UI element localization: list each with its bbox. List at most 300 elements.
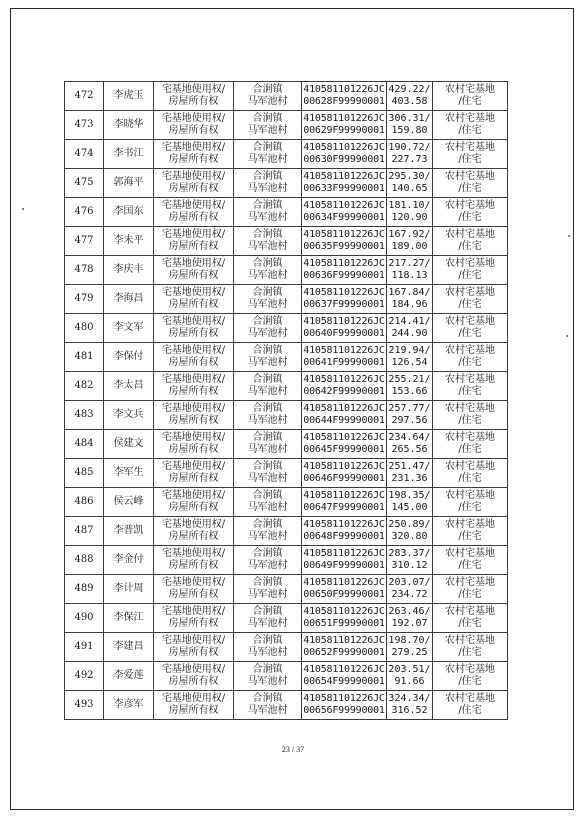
- location-line-2: 马军池村: [247, 415, 288, 426]
- location-line-1: 合涧镇: [252, 84, 283, 95]
- unit-code-line-2: 00654F99990001: [303, 676, 385, 687]
- right-type-line-1: 宅基地使用权/: [161, 432, 226, 443]
- right-type-line-2: 房屋所有权: [168, 357, 219, 368]
- owner-name-cell: 李计周: [104, 575, 154, 604]
- right-type-cell: [154, 430, 234, 459]
- usage-line-2: /住宅: [458, 299, 482, 310]
- area-line-2: 231.36: [391, 473, 428, 484]
- unit-code-line-1: 410581101226JC: [303, 577, 385, 588]
- table-row: [65, 169, 508, 198]
- right-type-cell: [154, 343, 234, 372]
- unit-code-cell: [302, 662, 387, 691]
- right-type-line-2: 房屋所有权: [168, 415, 219, 426]
- location-line-1: 合涧镇: [252, 548, 283, 559]
- usage-line-2: /住宅: [458, 357, 482, 368]
- serial-number-cell: 472: [65, 82, 104, 111]
- area-line-1: 324.34/: [388, 693, 431, 704]
- area-line-1: 306.31/: [388, 113, 431, 124]
- location-line-1: 合涧镇: [252, 461, 283, 472]
- usage-line-2: /住宅: [458, 676, 482, 687]
- usage-cell: [433, 169, 508, 198]
- location-line-1: 合涧镇: [252, 200, 283, 211]
- serial-number-cell: 484: [65, 430, 104, 459]
- right-type-line-1: 宅基地使用权/: [161, 258, 226, 269]
- table-row: [65, 256, 508, 285]
- serial-number-cell: 486: [65, 488, 104, 517]
- unit-code-cell: [302, 401, 387, 430]
- unit-code-cell: [302, 488, 387, 517]
- usage-line-2: /住宅: [458, 415, 482, 426]
- unit-code-cell: [302, 285, 387, 314]
- usage-line-1: 农村宅基地: [445, 432, 495, 443]
- unit-code-cell: [302, 227, 387, 256]
- unit-code-line-2: 00640F99990001: [303, 328, 385, 339]
- usage-line-1: 农村宅基地: [445, 200, 495, 211]
- owner-name-cell: 李文兵: [104, 401, 154, 430]
- right-type-line-2: 房屋所有权: [168, 647, 219, 658]
- usage-line-1: 农村宅基地: [445, 142, 495, 153]
- area-line-1: 214.41/: [388, 316, 431, 327]
- usage-line-2: /住宅: [458, 589, 482, 600]
- location-line-2: 马军池村: [247, 531, 288, 542]
- usage-cell: [433, 256, 508, 285]
- right-type-cell: [154, 517, 234, 546]
- owner-name-cell: 李晓华: [104, 111, 154, 140]
- area-line-2: 192.07: [391, 618, 428, 629]
- usage-cell: [433, 546, 508, 575]
- area-line-1: 203.51/: [388, 664, 431, 675]
- right-type-line-2: 房屋所有权: [168, 270, 219, 281]
- area-cell: [387, 401, 433, 430]
- location-line-2: 马军池村: [247, 154, 288, 165]
- serial-number-cell: 491: [65, 633, 104, 662]
- area-line-1: 234.64/: [388, 432, 431, 443]
- unit-code-line-2: 00656F99990001: [303, 705, 385, 716]
- unit-code-line-1: 410581101226JC: [303, 432, 385, 443]
- location-line-1: 合涧镇: [252, 519, 283, 530]
- usage-line-1: 农村宅基地: [445, 577, 495, 588]
- unit-code-line-1: 410581101226JC: [303, 345, 385, 356]
- location-cell: [234, 285, 302, 314]
- location-cell: [234, 82, 302, 111]
- usage-line-1: 农村宅基地: [445, 490, 495, 501]
- right-type-line-1: 宅基地使用权/: [161, 229, 226, 240]
- unit-code-cell: [302, 691, 387, 720]
- usage-line-2: /住宅: [458, 444, 482, 455]
- owner-name-cell: 侯建文: [104, 430, 154, 459]
- usage-line-1: 农村宅基地: [445, 606, 495, 617]
- area-cell: [387, 227, 433, 256]
- usage-cell: [433, 343, 508, 372]
- usage-line-1: 农村宅基地: [445, 461, 495, 472]
- area-line-1: 167.92/: [388, 229, 431, 240]
- usage-line-2: /住宅: [458, 560, 482, 571]
- location-line-1: 合涧镇: [252, 374, 283, 385]
- right-type-line-1: 宅基地使用权/: [161, 142, 226, 153]
- owner-name-cell: 李保付: [104, 343, 154, 372]
- location-line-1: 合涧镇: [252, 490, 283, 501]
- right-type-cell: [154, 285, 234, 314]
- right-type-line-2: 房屋所有权: [168, 241, 219, 252]
- serial-number-cell: 489: [65, 575, 104, 604]
- serial-number-cell: 488: [65, 546, 104, 575]
- unit-code-line-2: 00635F99990001: [303, 241, 385, 252]
- usage-line-2: /住宅: [458, 531, 482, 542]
- area-cell: [387, 517, 433, 546]
- table-row: [65, 401, 508, 430]
- location-line-1: 合涧镇: [252, 316, 283, 327]
- owner-name-cell: 侯云峰: [104, 488, 154, 517]
- unit-code-line-1: 410581101226JC: [303, 287, 385, 298]
- unit-code-line-1: 410581101226JC: [303, 519, 385, 530]
- area-line-2: 159.80: [391, 125, 428, 136]
- usage-line-1: 农村宅基地: [445, 229, 495, 240]
- area-line-2: 118.13: [391, 270, 428, 281]
- usage-line-1: 农村宅基地: [445, 287, 495, 298]
- unit-code-line-1: 410581101226JC: [303, 171, 385, 182]
- right-type-line-1: 宅基地使用权/: [161, 316, 226, 327]
- usage-cell: [433, 662, 508, 691]
- right-type-cell: [154, 256, 234, 285]
- unit-code-line-1: 410581101226JC: [303, 403, 385, 414]
- usage-line-1: 农村宅基地: [445, 374, 495, 385]
- area-cell: [387, 198, 433, 227]
- location-cell: [234, 546, 302, 575]
- location-line-1: 合涧镇: [252, 171, 283, 182]
- usage-cell: [433, 430, 508, 459]
- location-line-2: 马军池村: [247, 241, 288, 252]
- right-type-cell: [154, 633, 234, 662]
- area-line-2: 184.96: [391, 299, 428, 310]
- area-line-1: 250.89/: [388, 519, 431, 530]
- right-type-cell: [154, 604, 234, 633]
- usage-line-2: /住宅: [458, 96, 482, 107]
- area-cell: [387, 662, 433, 691]
- area-cell: [387, 546, 433, 575]
- unit-code-line-1: 410581101226JC: [303, 635, 385, 646]
- table-row: [65, 314, 508, 343]
- table-row: [65, 140, 508, 169]
- usage-line-1: 农村宅基地: [445, 519, 495, 530]
- area-line-2: 91.66: [394, 676, 425, 687]
- right-type-line-1: 宅基地使用权/: [161, 548, 226, 559]
- area-cell: [387, 285, 433, 314]
- right-type-line-1: 宅基地使用权/: [161, 490, 226, 501]
- area-line-2: 234.72: [391, 589, 428, 600]
- serial-number-cell: 492: [65, 662, 104, 691]
- area-cell: [387, 169, 433, 198]
- location-cell: [234, 227, 302, 256]
- location-line-1: 合涧镇: [252, 287, 283, 298]
- area-line-1: 217.27/: [388, 258, 431, 269]
- usage-line-2: /住宅: [458, 473, 482, 484]
- usage-line-1: 农村宅基地: [445, 345, 495, 356]
- location-cell: [234, 401, 302, 430]
- table-row: [65, 459, 508, 488]
- area-cell: [387, 256, 433, 285]
- unit-code-cell: [302, 111, 387, 140]
- location-line-1: 合涧镇: [252, 113, 283, 124]
- usage-line-1: 农村宅基地: [445, 171, 495, 182]
- location-cell: [234, 314, 302, 343]
- usage-line-1: 农村宅基地: [445, 664, 495, 675]
- unit-code-cell: [302, 459, 387, 488]
- area-line-1: 181.10/: [388, 200, 431, 211]
- serial-number-cell: 485: [65, 459, 104, 488]
- location-line-2: 马军池村: [247, 676, 288, 687]
- right-type-line-2: 房屋所有权: [168, 328, 219, 339]
- right-type-cell: [154, 140, 234, 169]
- right-type-cell: [154, 459, 234, 488]
- usage-cell: [433, 227, 508, 256]
- unit-code-cell: [302, 430, 387, 459]
- location-line-1: 合涧镇: [252, 432, 283, 443]
- right-type-line-1: 宅基地使用权/: [161, 403, 226, 414]
- unit-code-line-2: 00649F99990001: [303, 560, 385, 571]
- page-number: 23 / 37: [281, 745, 305, 754]
- area-line-1: 198.70/: [388, 635, 431, 646]
- unit-code-cell: [302, 140, 387, 169]
- usage-line-1: 农村宅基地: [445, 258, 495, 269]
- area-cell: [387, 314, 433, 343]
- table-row: [65, 82, 508, 111]
- unit-code-line-2: 00648F99990001: [303, 531, 385, 542]
- unit-code-line-2: 00637F99990001: [303, 299, 385, 310]
- usage-cell: [433, 198, 508, 227]
- right-type-cell: [154, 314, 234, 343]
- right-type-cell: [154, 546, 234, 575]
- unit-code-line-1: 410581101226JC: [303, 258, 385, 269]
- location-cell: [234, 459, 302, 488]
- usage-line-2: /住宅: [458, 328, 482, 339]
- area-line-2: 145.00: [391, 502, 428, 513]
- owner-name-cell: 李军生: [104, 459, 154, 488]
- area-cell: [387, 111, 433, 140]
- right-type-line-2: 房屋所有权: [168, 212, 219, 223]
- right-type-line-2: 房屋所有权: [168, 502, 219, 513]
- location-line-2: 马军池村: [247, 647, 288, 658]
- area-line-1: 283.37/: [388, 548, 431, 559]
- right-type-line-2: 房屋所有权: [168, 560, 219, 571]
- area-line-1: 198.35/: [388, 490, 431, 501]
- unit-code-line-2: 00652F99990001: [303, 647, 385, 658]
- location-line-2: 马军池村: [247, 96, 288, 107]
- unit-code-line-1: 410581101226JC: [303, 84, 385, 95]
- right-type-line-1: 宅基地使用权/: [161, 113, 226, 124]
- location-line-1: 合涧镇: [252, 142, 283, 153]
- table-row: [65, 227, 508, 256]
- usage-cell: [433, 633, 508, 662]
- usage-line-1: 农村宅基地: [445, 84, 495, 95]
- location-line-2: 马军池村: [247, 183, 288, 194]
- usage-cell: [433, 314, 508, 343]
- right-type-line-2: 房屋所有权: [168, 589, 219, 600]
- unit-code-line-1: 410581101226JC: [303, 229, 385, 240]
- usage-cell: [433, 604, 508, 633]
- unit-code-line-2: 00650F99990001: [303, 589, 385, 600]
- right-type-line-1: 宅基地使用权/: [161, 577, 226, 588]
- usage-cell: [433, 111, 508, 140]
- unit-code-line-1: 410581101226JC: [303, 490, 385, 501]
- right-type-line-2: 房屋所有权: [168, 183, 219, 194]
- table-row: [65, 372, 508, 401]
- right-type-cell: [154, 372, 234, 401]
- scan-speck: [568, 235, 570, 237]
- area-cell: [387, 459, 433, 488]
- serial-number-cell: 474: [65, 140, 104, 169]
- area-line-1: 251.47/: [388, 461, 431, 472]
- right-type-cell: [154, 575, 234, 604]
- serial-number-cell: 473: [65, 111, 104, 140]
- usage-line-2: /住宅: [458, 270, 482, 281]
- unit-code-line-2: 00634F99990001: [303, 212, 385, 223]
- location-line-2: 马军池村: [247, 125, 288, 136]
- usage-line-2: /住宅: [458, 212, 482, 223]
- area-line-1: 429.22/: [388, 84, 431, 95]
- usage-cell: [433, 372, 508, 401]
- usage-line-1: 农村宅基地: [445, 693, 495, 704]
- unit-code-line-1: 410581101226JC: [303, 664, 385, 675]
- usage-line-1: 农村宅基地: [445, 316, 495, 327]
- unit-code-line-1: 410581101226JC: [303, 461, 385, 472]
- area-line-1: 190.72/: [388, 142, 431, 153]
- usage-line-2: /住宅: [458, 386, 482, 397]
- usage-line-2: /住宅: [458, 125, 482, 136]
- owner-name-cell: 李彦军: [104, 691, 154, 720]
- area-line-1: 255.21/: [388, 374, 431, 385]
- unit-code-cell: [302, 517, 387, 546]
- unit-code-cell: [302, 633, 387, 662]
- location-cell: [234, 488, 302, 517]
- usage-line-2: /住宅: [458, 241, 482, 252]
- location-cell: [234, 372, 302, 401]
- location-line-2: 马军池村: [247, 502, 288, 513]
- registry-table-body: [65, 82, 508, 720]
- owner-name-cell: 李普凯: [104, 517, 154, 546]
- location-cell: [234, 633, 302, 662]
- usage-line-2: /住宅: [458, 502, 482, 513]
- unit-code-line-1: 410581101226JC: [303, 548, 385, 559]
- usage-line-2: /住宅: [458, 154, 482, 165]
- area-cell: [387, 575, 433, 604]
- unit-code-line-2: 00651F99990001: [303, 618, 385, 629]
- table-row: [65, 430, 508, 459]
- table-row: [65, 111, 508, 140]
- area-line-2: 320.80: [391, 531, 428, 542]
- unit-code-cell: [302, 575, 387, 604]
- serial-number-cell: 482: [65, 372, 104, 401]
- right-type-cell: [154, 198, 234, 227]
- table-row: [65, 343, 508, 372]
- usage-line-1: 农村宅基地: [445, 548, 495, 559]
- location-line-2: 马军池村: [247, 618, 288, 629]
- area-line-2: 120.90: [391, 212, 428, 223]
- right-type-line-1: 宅基地使用权/: [161, 84, 226, 95]
- location-cell: [234, 343, 302, 372]
- unit-code-line-1: 410581101226JC: [303, 316, 385, 327]
- usage-cell: [433, 82, 508, 111]
- unit-code-cell: [302, 198, 387, 227]
- area-line-1: 167.84/: [388, 287, 431, 298]
- usage-line-1: 农村宅基地: [445, 113, 495, 124]
- owner-name-cell: 李庆丰: [104, 256, 154, 285]
- right-type-line-1: 宅基地使用权/: [161, 635, 226, 646]
- owner-name-cell: 李书江: [104, 140, 154, 169]
- location-cell: [234, 575, 302, 604]
- usage-cell: [433, 517, 508, 546]
- usage-line-2: /住宅: [458, 618, 482, 629]
- right-type-line-2: 房屋所有权: [168, 473, 219, 484]
- area-line-1: 203.07/: [388, 577, 431, 588]
- right-type-line-2: 房屋所有权: [168, 676, 219, 687]
- right-type-line-1: 宅基地使用权/: [161, 519, 226, 530]
- serial-number-cell: 490: [65, 604, 104, 633]
- right-type-line-2: 房屋所有权: [168, 154, 219, 165]
- table-row: [65, 604, 508, 633]
- serial-number-cell: 477: [65, 227, 104, 256]
- usage-cell: [433, 459, 508, 488]
- right-type-cell: [154, 401, 234, 430]
- area-line-2: 279.25: [391, 647, 428, 658]
- unit-code-line-2: 00642F99990001: [303, 386, 385, 397]
- right-type-line-1: 宅基地使用权/: [161, 171, 226, 182]
- scan-speck: [22, 208, 24, 210]
- serial-number-cell: 493: [65, 691, 104, 720]
- area-line-2: 316.52: [391, 705, 428, 716]
- location-cell: [234, 662, 302, 691]
- location-cell: [234, 111, 302, 140]
- location-line-1: 合涧镇: [252, 606, 283, 617]
- serial-number-cell: 483: [65, 401, 104, 430]
- area-cell: [387, 430, 433, 459]
- area-line-2: 189.00: [391, 241, 428, 252]
- table-row: [65, 575, 508, 604]
- usage-line-2: /住宅: [458, 705, 482, 716]
- location-line-2: 马军池村: [247, 473, 288, 484]
- usage-line-1: 农村宅基地: [445, 403, 495, 414]
- unit-code-line-2: 00633F99990001: [303, 183, 385, 194]
- owner-name-cell: 李保江: [104, 604, 154, 633]
- right-type-line-1: 宅基地使用权/: [161, 374, 226, 385]
- unit-code-line-2: 00630F99990001: [303, 154, 385, 165]
- area-cell: [387, 488, 433, 517]
- location-line-2: 马军池村: [247, 444, 288, 455]
- right-type-line-1: 宅基地使用权/: [161, 287, 226, 298]
- area-cell: [387, 691, 433, 720]
- unit-code-cell: [302, 82, 387, 111]
- owner-name-cell: 李太昌: [104, 372, 154, 401]
- right-type-line-2: 房屋所有权: [168, 705, 219, 716]
- right-type-cell: [154, 111, 234, 140]
- right-type-line-1: 宅基地使用权/: [161, 693, 226, 704]
- area-cell: [387, 604, 433, 633]
- serial-number-cell: 481: [65, 343, 104, 372]
- unit-code-cell: [302, 546, 387, 575]
- unit-code-cell: [302, 314, 387, 343]
- unit-code-line-1: 410581101226JC: [303, 693, 385, 704]
- unit-code-line-1: 410581101226JC: [303, 200, 385, 211]
- location-line-2: 马军池村: [247, 705, 288, 716]
- area-cell: [387, 140, 433, 169]
- unit-code-line-2: 00629F99990001: [303, 125, 385, 136]
- location-cell: [234, 140, 302, 169]
- unit-code-line-2: 00646F99990001: [303, 473, 385, 484]
- unit-code-line-2: 00628F99990001: [303, 96, 385, 107]
- location-line-2: 马军池村: [247, 589, 288, 600]
- right-type-cell: [154, 82, 234, 111]
- table-row: [65, 662, 508, 691]
- area-line-2: 265.56: [391, 444, 428, 455]
